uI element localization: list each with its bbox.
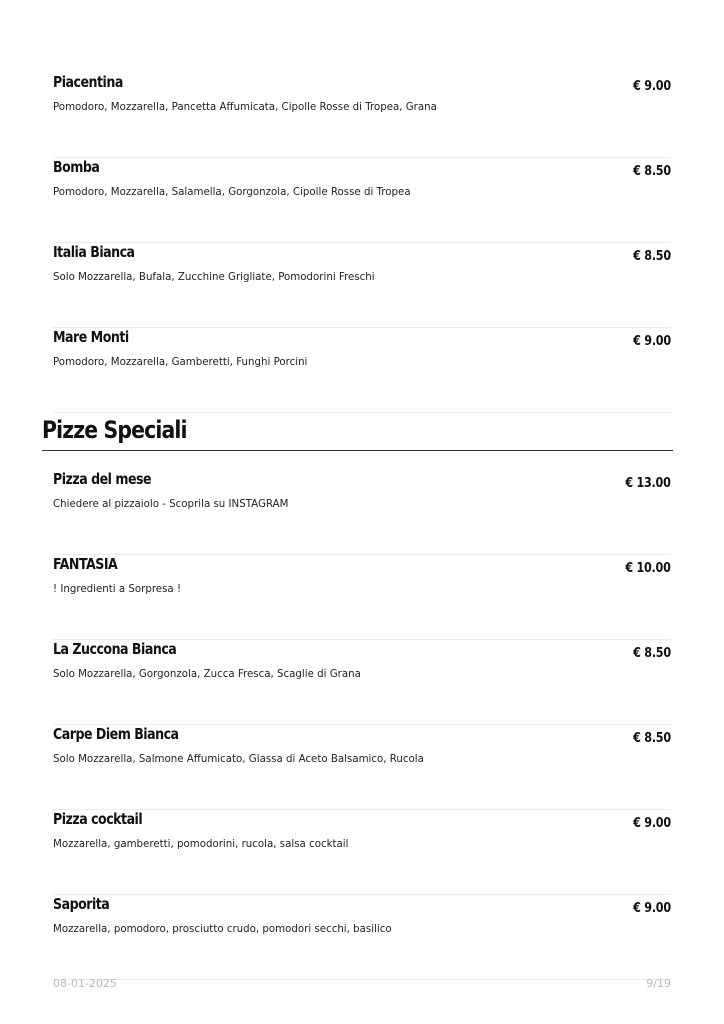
item-description: Pomodoro, Mozzarella, Pancetta Affumicata, Cipolle Rosse di Tropea, Grana [53, 100, 437, 113]
item-name: Carpe Diem Bianca [53, 725, 179, 743]
item-name: Piacentina [53, 73, 123, 91]
menu-item [53, 158, 671, 243]
footer-date: 08-01-2025 [53, 977, 117, 990]
section-title: Pizze Speciali [42, 416, 187, 444]
item-description: Mozzarella, pomodoro, prosciutto crudo, pomodori secchi, basilico [53, 922, 392, 935]
item-name: FANTASIA [53, 555, 118, 573]
item-price: € 8.50 [633, 164, 671, 179]
item-name: Pizza cocktail [53, 810, 143, 828]
item-name: Saporita [53, 895, 110, 913]
item-price: € 9.00 [633, 79, 671, 94]
item-description: ! Ingredienti a Sorpresa ! [53, 582, 182, 595]
item-price: € 8.50 [633, 646, 671, 661]
menu-item [53, 810, 671, 895]
item-price: € 8.50 [633, 249, 671, 264]
menu-item [53, 73, 671, 158]
item-price: € 9.00 [633, 816, 671, 831]
item-price: € 9.00 [633, 901, 671, 916]
item-name: Italia Bianca [53, 243, 135, 261]
item-name: Pizza del mese [53, 470, 152, 488]
item-price: € 9.00 [633, 334, 671, 349]
menu-item [53, 725, 671, 810]
menu-item [53, 895, 671, 980]
menu-item [53, 640, 671, 725]
item-price: € 10.00 [625, 561, 671, 576]
menu-item [53, 470, 671, 555]
item-price: € 8.50 [633, 731, 671, 746]
menu-item [53, 243, 671, 328]
item-description: Pomodoro, Mozzarella, Salamella, Gorgonzola, Cipolle Rosse di Tropea [53, 185, 411, 198]
item-description: Solo Mozzarella, Gorgonzola, Zucca Fresca, Scaglie di Grana [53, 667, 361, 680]
item-description: Pomodoro, Mozzarella, Gamberetti, Funghi Porcini [53, 355, 308, 368]
page-number: 9/19 [646, 977, 671, 990]
item-price: € 13.00 [625, 476, 671, 491]
item-description: Solo Mozzarella, Bufala, Zucchine Grigliate, Pomodorini Freschi [53, 270, 375, 283]
item-name: Mare Monti [53, 328, 129, 346]
item-name: Bomba [53, 158, 100, 176]
item-description: Chiedere al pizzaiolo - Scoprila su INSTAGRAM [53, 497, 289, 510]
section-divider [42, 450, 673, 451]
menu-item [53, 328, 671, 413]
menu-item [53, 555, 671, 640]
item-description: Mozzarella, gamberetti, pomodorini, rucola, salsa cocktail [53, 837, 349, 850]
item-name: La Zuccona Bianca [53, 640, 177, 658]
item-description: Solo Mozzarella, Salmone Affumicato, Glassa di Aceto Balsamico, Rucola [53, 752, 424, 765]
